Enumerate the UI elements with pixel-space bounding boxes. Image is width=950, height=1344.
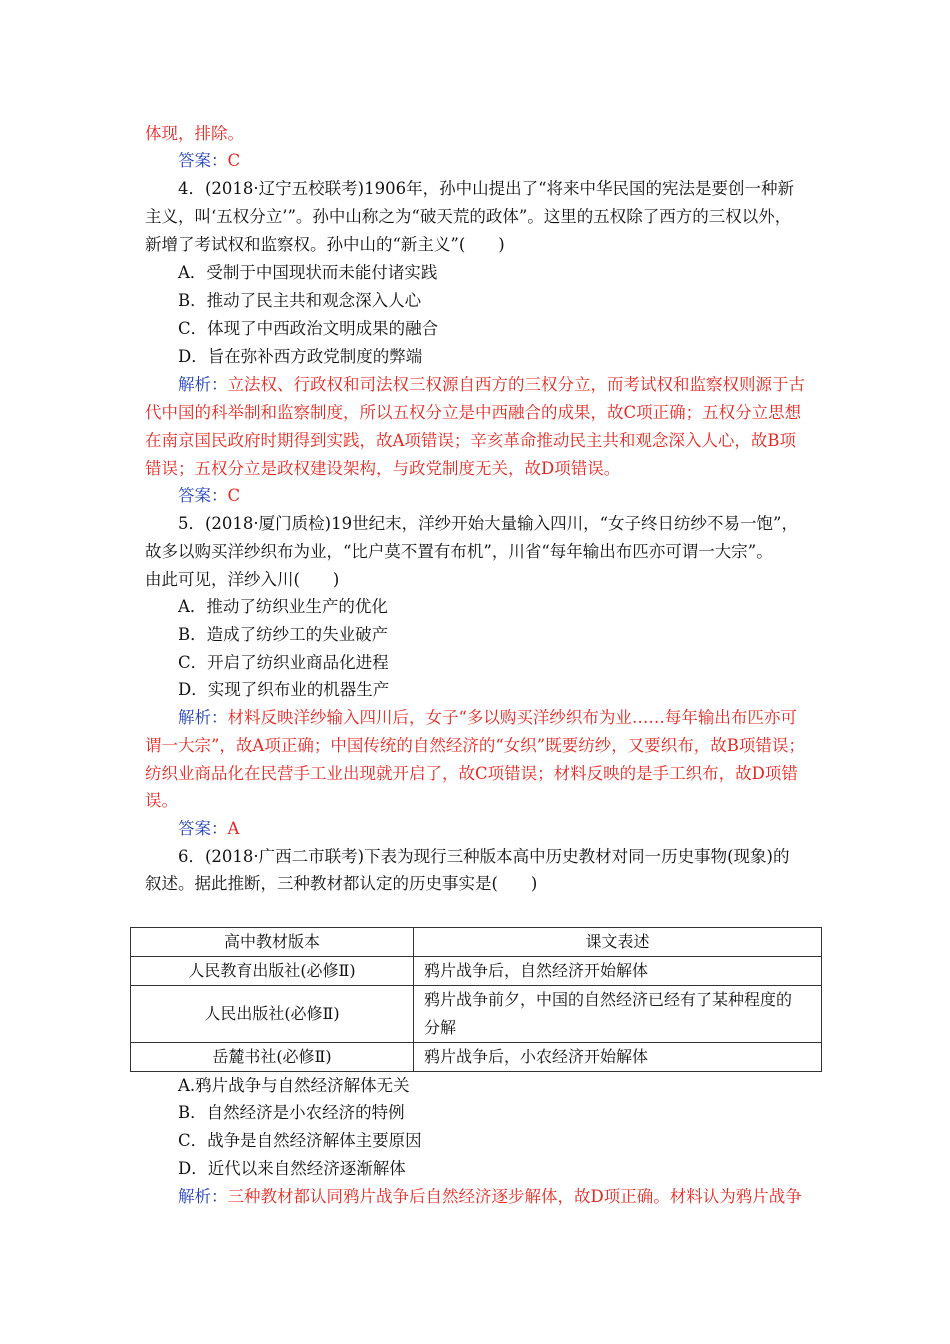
analysis-continuation: 体现，排除。	[145, 124, 244, 143]
question-text: 4．(2018·辽宁五校联考)1906年，孙中山提出了“将来中华民国的宪法是要创一种新	[178, 179, 795, 198]
table-cell-description	[414, 1043, 822, 1072]
analysis-line	[178, 704, 797, 732]
option-line: C．战争是自然经济解体主要原因	[178, 1131, 422, 1150]
table-header-row	[131, 928, 822, 957]
textbook-comparison-table	[130, 927, 822, 1072]
table-cell-version: 人民出版社(必修Ⅱ)	[131, 986, 414, 1043]
answer-value: C	[227, 151, 241, 170]
description-line: 分解	[424, 1018, 457, 1037]
table-row	[131, 986, 822, 1043]
table-row	[131, 1043, 822, 1072]
table-header-version: 高中教材版本	[131, 928, 414, 957]
option-line: A.鸦片战争与自然经济解体无关	[178, 1076, 410, 1095]
question-text: 叙述。据此推断，三种教材都认定的历史事实是( )	[145, 874, 538, 893]
table-cell-description	[414, 957, 822, 986]
analysis-continuation: 代中国的科举制和监察制度，所以五权分立是中西融合的成果，故C项正确；五权分立思想	[145, 403, 802, 422]
question-text: 故多以购买洋纱织布为业，“比户莫不置有布机”，川省“每年输出布匹亦可谓一大宗”。	[145, 542, 773, 561]
option-line: D．实现了织布业的机器生产	[178, 680, 390, 699]
answer-line	[178, 147, 240, 175]
analysis-continuation: 纺织业商品化在民营手工业出现就开启了，故C项错误；材料反映的是手工织布，故D项错	[145, 764, 798, 783]
answer-label: 答案：	[178, 151, 228, 170]
description-line: 鸦片战争后，小农经济开始解体	[424, 1047, 649, 1066]
option-line: A．推动了纺织业生产的优化	[178, 597, 388, 616]
analysis-continuation: 谓一大宗”，故A项正确；中国传统的自然经济的“女织”既要纺纱，又要织布，故B项错误；	[145, 736, 805, 755]
analysis-line	[178, 371, 805, 399]
question-text: 由此可见，洋纱入川( )	[145, 570, 340, 589]
answer-label: 答案：	[178, 819, 228, 838]
option-line: B．造成了纺纱工的失业破产	[178, 625, 389, 644]
table-cell-description	[414, 986, 822, 1043]
answer-line	[178, 815, 239, 843]
question-text: 6．(2018·广西二市联考)下表为现行三种版本高中历史教材对同一历史事物(现象)的	[178, 847, 790, 866]
answer-line	[178, 482, 240, 510]
analysis-text: 材料反映洋纱输入四川后，女子“多以购买洋纱织布为业……每年输出布匹亦可	[227, 708, 797, 727]
question-text: 主义，叫‘五权分立’”。孙中山称之为“破天荒的政体”。这里的五权除了西方的三权以外，	[145, 207, 792, 226]
analysis-label: 解析：	[178, 1187, 228, 1206]
option-line: D．近代以来自然经济逐渐解体	[178, 1159, 406, 1178]
table-cell-version: 岳麓书社(必修Ⅱ)	[131, 1043, 414, 1072]
answer-value: C	[227, 486, 241, 505]
option-line: B．推动了民主共和观念深入人心	[178, 291, 422, 310]
analysis-label: 解析：	[178, 708, 228, 727]
option-line: C．体现了中西政治文明成果的融合	[178, 319, 439, 338]
description-line: 鸦片战争后，自然经济开始解体	[424, 961, 649, 980]
analysis-line	[178, 1183, 802, 1211]
question-text: 新增了考试权和监察权。孙中山的“新主义”( )	[145, 235, 505, 254]
analysis-text: 三种教材都认同鸦片战争后自然经济逐步解体，故D项正确。材料认为鸦片战争	[227, 1187, 802, 1206]
description-line: 鸦片战争前夕，中国的自然经济已经有了某种程度的	[424, 990, 793, 1009]
option-line: D．旨在弥补西方政党制度的弊端	[178, 347, 423, 366]
option-line: B．自然经济是小农经济的特例	[178, 1103, 405, 1122]
option-line: C．开启了纺织业商品化进程	[178, 653, 389, 672]
option-line: A．受制于中国现状而未能付诸实践	[178, 263, 438, 282]
analysis-label: 解析：	[178, 375, 228, 394]
analysis-continuation: 在南京国民政府时期得到实践，故A项错误；辛亥革命推动民主共和观念深入人心，故B项	[145, 431, 797, 450]
analysis-continuation: 误。	[145, 791, 178, 810]
answer-label: 答案：	[178, 486, 228, 505]
analysis-continuation: 错误；五权分立是政权建设架构，与政党制度无关，故D项错误。	[145, 459, 621, 478]
answer-value: A	[227, 819, 240, 838]
table-cell-version: 人民教育出版社(必修Ⅱ)	[131, 957, 414, 986]
analysis-text: 立法权、行政权和司法权三权源自西方的三权分立，而考试权和监察权则源于古	[227, 375, 805, 394]
question-text: 5．(2018·厦门质检)19世纪末，洋纱开始大量输入四川，“女子终日纺纱不易一饱”，	[178, 514, 798, 533]
table-row	[131, 957, 822, 986]
table-header-description: 课文表述	[414, 928, 822, 957]
